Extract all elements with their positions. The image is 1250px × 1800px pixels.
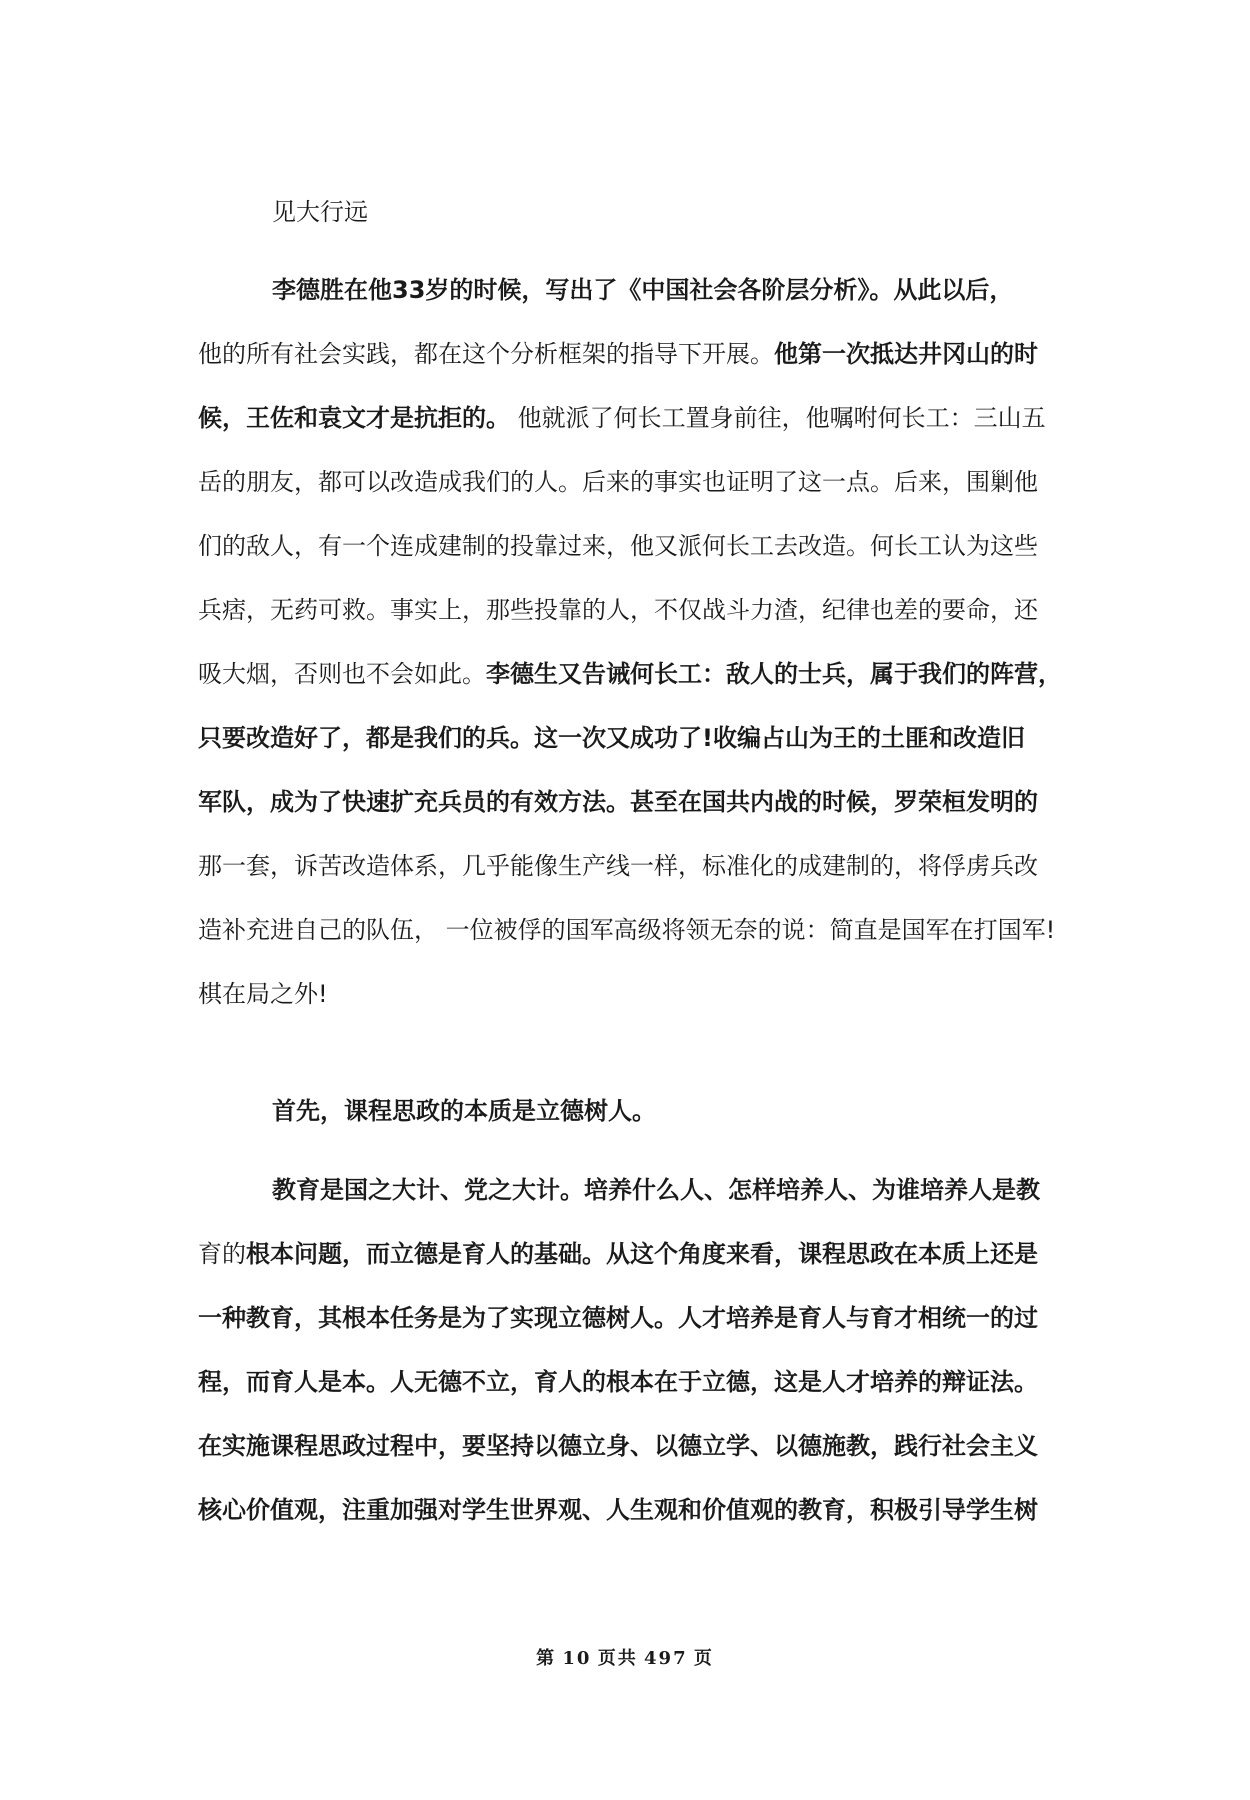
text-run: 他的所有社会实践，都在这个分析框架的指导下开展。 <box>198 340 774 368</box>
text-run: 棋在局之外! <box>198 980 328 1008</box>
text-run: 他就派了何长工置身前往，他嘱咐何长工：三山五 <box>510 404 1046 432</box>
paragraph-line <box>198 450 1060 514</box>
section-heading: 首先，课程思政的本质是立德树人。 <box>272 1097 656 1125</box>
paragraph-line <box>198 322 1060 386</box>
paragraph-line <box>198 1158 1060 1222</box>
paragraph-line <box>198 898 1060 962</box>
paragraph-line <box>198 578 1060 642</box>
paragraph-line <box>198 258 1060 322</box>
text-run: 核心价值观，注重加强对学生世界观、人生观和价值观的教育，积极引导学生树 <box>198 1496 1038 1524</box>
paragraph-line <box>198 1286 1060 1350</box>
footer-current-page: 10 <box>562 1648 592 1669</box>
paragraph-line <box>198 962 1060 1026</box>
paragraph-line <box>198 1478 1060 1542</box>
text-run: 李德胜在他33岁的时候，写出了《中国社会各阶层分析》。从此以后， <box>272 276 1014 304</box>
page-footer <box>0 1644 1250 1670</box>
text-run: 候，王佐和袁文才是抗拒的。 <box>198 404 510 432</box>
text-run: 李德生又告诫何长工：敌人的士兵，属于我们的阵营， <box>486 660 1062 688</box>
paragraph-line <box>198 770 1060 834</box>
footer-suffix: 页 <box>693 1648 714 1669</box>
text-run: 他第一次抵达井冈山的时 <box>774 340 1038 368</box>
paragraph-line <box>198 1350 1060 1414</box>
paragraph-line <box>198 1414 1060 1478</box>
text-run: 在实施课程思政过程中，要坚持以德立身、以德立学、以德施教，践行社会主义 <box>198 1432 1038 1460</box>
paragraph-1 <box>198 258 1060 1026</box>
text-run: 军队，成为了快速扩充兵员的有效方法。甚至在国共内战的时候，罗荣桓发明的 <box>198 788 1038 816</box>
footer-prefix: 第 <box>536 1648 557 1669</box>
paragraph-line <box>198 1222 1060 1286</box>
text-run: 那一套，诉苦改造体系，几乎能像生产线一样，标准化的成建制的，将俘虏兵改 <box>198 852 1038 880</box>
paragraph-line <box>198 834 1060 898</box>
paragraph-2 <box>198 1158 1060 1542</box>
text-run: 兵痞，无药可救。事实上，那些投靠的人，不仅战斗力渣，纪律也差的要命，还 <box>198 596 1038 624</box>
text-run: 造补充进自己的队伍， 一位被俘的国军高级将领无奈的说：简直是国军在打国军! <box>198 916 1056 944</box>
text-run: 一种教育，其根本任务是为了实现立德树人。人才培养是育人与育才相统一的过 <box>198 1304 1038 1332</box>
text-run: 根本问题，而立德是育人的基础。从这个角度来看，课程思政在本质上还是 <box>246 1240 1038 1268</box>
text-run: 岳的朋友，都可以改造成我们的人。后来的事实也证明了这一点。后来，围剿他 <box>198 468 1038 496</box>
text-run: 只要改造好了，都是我们的兵。这一次又成功了!收编占山为王的土匪和改造旧 <box>198 724 1025 752</box>
text-run: 教育是国之大计、党之大计。培养什么人、怎样培养人、为谁培养人是教 <box>272 1176 1040 1204</box>
paragraph-line <box>198 706 1060 770</box>
footer-middle: 页共 <box>597 1648 638 1669</box>
footer-total-pages: 497 <box>644 1648 688 1669</box>
document-title: 见大行远 <box>272 198 368 226</box>
paragraph-line <box>198 642 1060 706</box>
text-run: 程，而育人是本。人无德不立，育人的根本在于立德，这是人才培养的辩证法。 <box>198 1368 1038 1396</box>
text-run: 们的敌人，有一个连成建制的投靠过来，他又派何长工去改造。何长工认为这些 <box>198 532 1038 560</box>
paragraph-line <box>198 386 1060 450</box>
text-run: 吸大烟，否则也不会如此。 <box>198 660 486 688</box>
text-run: 育的 <box>198 1240 246 1268</box>
paragraph-line <box>198 514 1060 578</box>
